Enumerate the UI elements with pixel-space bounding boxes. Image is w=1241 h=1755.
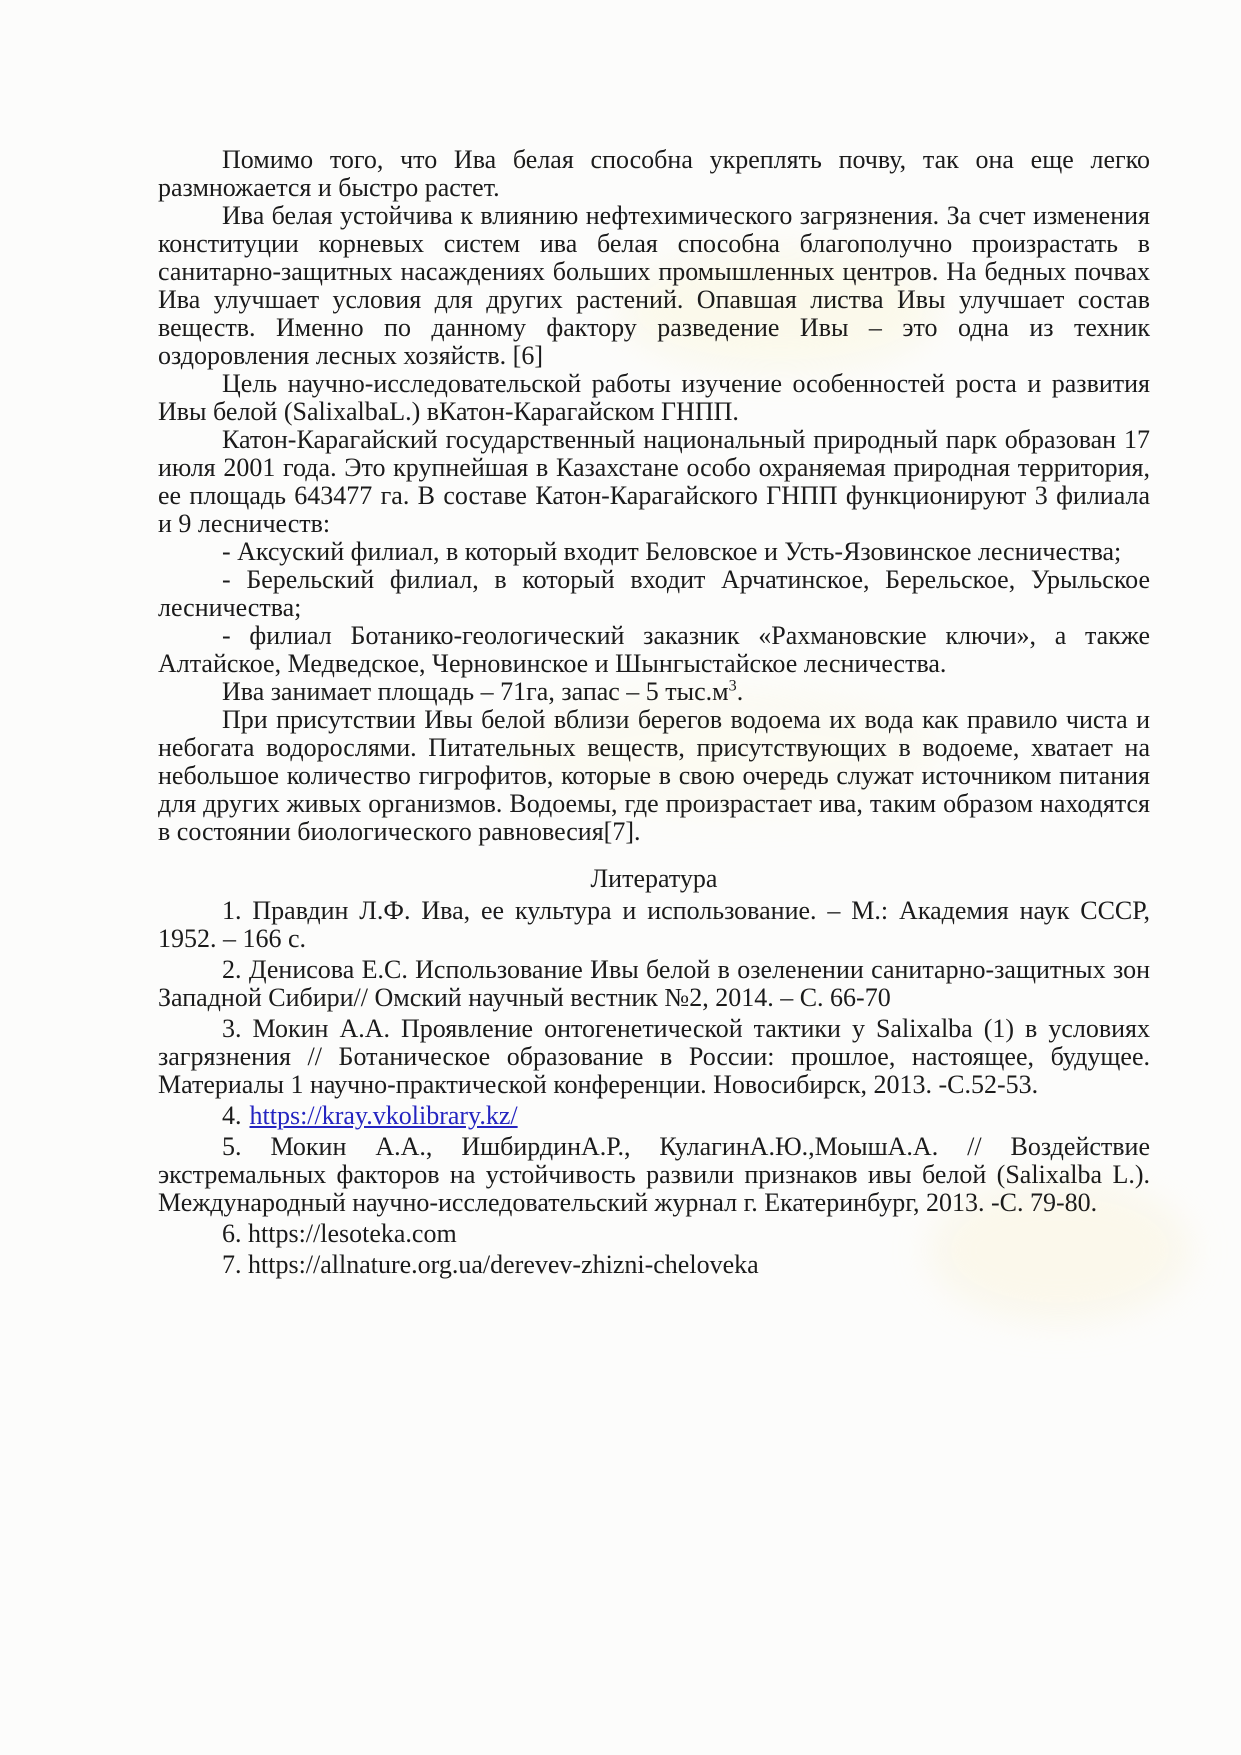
literature-heading: Литература [590,864,718,893]
willow-area-text: Ива занимает площадь – 71га, запас – 5 тыс.м [222,677,729,706]
willow-area-period: . [736,677,744,706]
paragraph-water-bodies: При присутствии Ивы белой вблизи берегов водоема их вода как правило чиста и небогата водорослями. Питательных веществ, присутствующих в водоеме, хватает на небольшое количество гигрофитов, которые в свою очередь служат источником питания для других живых организмов. Водоемы, где произрастает ива, таким образом находятся в состоянии биологического равновесия[7]. [158,705,1150,846]
reference-item-6: 6. https://lesoteka.com [222,1219,457,1248]
list-item-berel-branch: - Берельский филиал, в который входит Арчатинское, Берельское, Урыльское лесничества; [158,565,1150,622]
paragraph-research-goal: Цель научно-исследовательской работы изучение особенностей роста и развития Ивы белой (SalixalbaL.) вКатон-Карагайском ГНПП. [158,369,1150,426]
reference-item-3: 3. Мокин А.А. Проявление онтогенетической тактики у Salixalba (1) в условиях загрязнения // Ботаническое образование в России: прошлое, настоящее, будущее. Материалы 1 научно-практической конференции. Новосибирск, 2013. -С.52-53. [158,1014,1150,1099]
text-block [158,146,1150,1279]
paragraph-pollution-resistance: Ива белая устойчива к влиянию нефтехимического загрязнения. За счет изменения конституции корневых систем ива белая способна благополучно произрастать в санитарно-защитных насаждениях больших промышленных центров. На бедных почвах Ива улучшает условия для других растений. Опавшая листва Ивы улучшает состав веществ. Именно по данному фактору разведение Ивы – это одна из техник оздоровления лесных хозяйств. [6] [158,201,1150,370]
paragraph-national-park: Катон-Карагайский государственный национальный природный парк образован 17 июля 2001 года. Это крупнейшая в Казахстане особо охраняемая природная территория, ее площадь 643477 га. В составе Катон-Карагайского ГНПП функционируют 3 филиала и 9 лесничеств: [158,425,1150,538]
reference-item-5: 5. Мокин А.А., ИшбирдинА.Р., КулагинА.Ю.,МоышА.А. // Воздействие экстремальных факторов на устойчивость развили признаков ивы белой (Salixalba L.). Международный научно-исследовательский журнал г. Екатеринбург, 2013. -С. 79-80. [158,1132,1150,1217]
reference-item-1: 1. Правдин Л.Ф. Ива, ее культура и использование. – М.: Академия наук СССР, 1952. – 166 с. [158,896,1150,953]
reference-link-vkolibrary[interactable]: https://kray.vkolibrary.kz/ [249,1101,518,1130]
cubic-meter-superscript: 3 [728,677,737,695]
paragraph-willow-area [158,678,1150,706]
reference-item-2: 2. Денисова Е.С. Использование Ивы белой в озеленении санитарно-защитных зон Западной Сибири// Омский научный вестник №2, 2014. – С. 66-70 [158,955,1150,1012]
reference-number: 4. [222,1101,242,1130]
list-item-aksu-branch: - Аксуский филиал, в который входит Беловское и Усть-Язовинское лесничества; [222,537,1122,566]
reference-item-4 [158,1102,1150,1130]
reference-item-7: 7. https://allnature.org.ua/derevev-zhizni-cheloveka [222,1250,759,1279]
paragraph-soil-strengthening: Помимо того, что Ива белая способна укреплять почву, так она еще легко размножается и быстро растет. [158,145,1150,202]
list-item-botanical-reserve: - филиал Ботанико-геологический заказник «Рахмановские ключи», а также Алтайское, Медведское, Черновинское и Шынгыстайское лесничества. [158,621,1150,678]
